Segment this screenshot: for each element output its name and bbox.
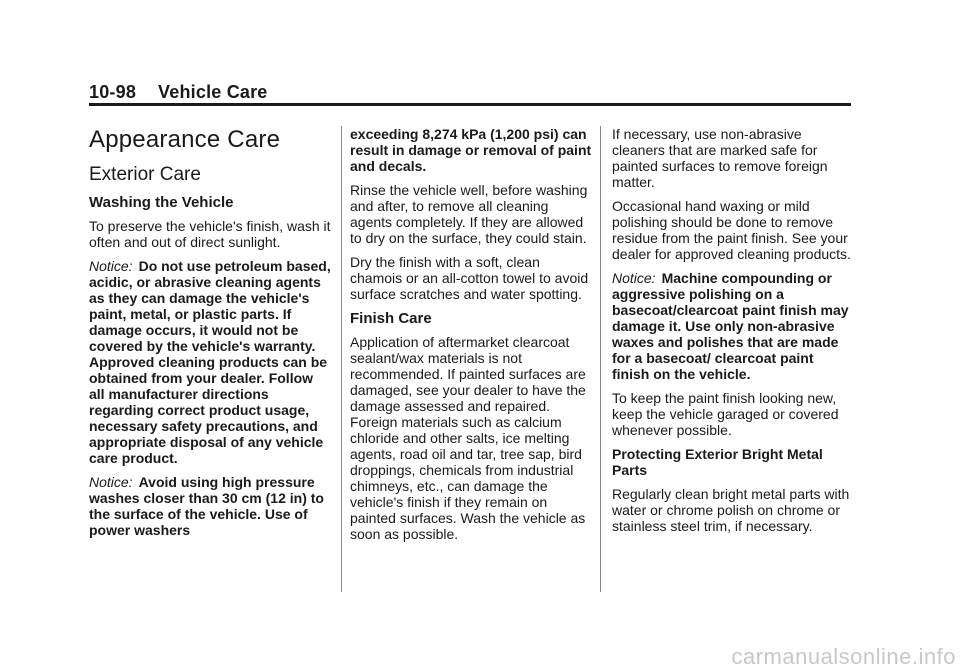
notice-machine-compounding <box>612 270 854 382</box>
notice-text: Machine compounding or aggressive polishing on a basecoat/clearcoat paint finish may damage it. Use only non-abrasive waxes and polishes that are made for a basecoat/ clearcoat paint finish on the vehicle. <box>612 270 849 382</box>
notice-label: Notice: <box>89 258 133 274</box>
column-2 <box>350 126 592 550</box>
paragraph-dry: Dry the finish with a soft, clean chamois or an all-cotton towel to avoid surface scratches and water spotting. <box>350 254 589 302</box>
column-1 <box>89 126 331 546</box>
notice-pressure-wash <box>89 474 331 538</box>
section-heading-exterior-care: Exterior Care <box>89 164 201 185</box>
paragraph-preserve-finish: To preserve the vehicle's finish, wash it often and out of direct sunlight. <box>89 218 331 250</box>
header-rule <box>89 103 851 106</box>
notice-text: Avoid using high pressure washes closer than 30 cm (12 in) to the surface of the vehicle. Use of power washers <box>89 474 324 538</box>
page-header <box>89 82 268 103</box>
page-title: Appearance Care <box>89 126 281 153</box>
column-divider-1 <box>341 126 342 592</box>
notice-petroleum <box>89 258 331 466</box>
subheading-bright-metal: Protecting Exterior Bright Metal Parts <box>612 446 823 478</box>
paragraph-garaged: To keep the paint finish looking new, keep the vehicle garaged or covered whenever possible. <box>612 390 839 438</box>
paragraph-waxing: Occasional hand waxing or mild polishing should be done to remove residue from the paint finish. See your dealer for approved cleaning products. <box>612 198 851 262</box>
paragraph-rinse: Rinse the vehicle well, before washing and after, to remove all cleaning agents completely. If they are allowed to dry on the surface, they could stain. <box>350 182 588 246</box>
subheading-washing: Washing the Vehicle <box>89 194 234 211</box>
paragraph-bright-metal: Regularly clean bright metal parts with water or chrome polish on chrome or stainless steel trim, if necessary. <box>612 486 850 534</box>
column-3 <box>612 126 854 542</box>
notice-label: Notice: <box>612 270 656 286</box>
watermark: carmanualsonline.info <box>731 644 956 669</box>
paragraph-aftermarket: Application of aftermarket clearcoat sealant/wax materials is not recommended. If painted surfaces are damaged, see your dealer to have the damage assessed and repaired. Foreign materials such as calcium chloride and other salts, ice melting agents, road oil and tar, tree sap, bird droppings, chemicals from industrial chimneys, etc., can damage the vehicle's finish if they remain on painted surfaces. Wash the vehicle as soon as possible. <box>350 334 586 542</box>
notice-text: Do not use petroleum based, acidic, or abrasive cleaning agents as they can damage the vehicle's paint, metal, or plastic parts. If damage occurs, it would not be covered by the vehicle's warranty. Approved cleaning products can be obtained from your dealer. Follow all manufacturer directions regarding correct product usage, necessary safety precautions, and appropriate disposal of any vehicle care product. <box>89 258 331 466</box>
column-divider-2 <box>600 126 601 592</box>
subheading-finish-care: Finish Care <box>350 310 432 327</box>
section-title: Vehicle Care <box>158 82 268 102</box>
notice-label: Notice: <box>89 474 133 490</box>
paragraph-non-abrasive: If necessary, use non-abrasive cleaners that are marked safe for painted surfaces to remove foreign matter. <box>612 126 828 190</box>
page-number: 10-98 <box>89 82 137 102</box>
notice-pressure-wash-continued: exceeding 8,274 kPa (1,200 psi) can result in damage or removal of paint and decals. <box>350 126 592 174</box>
